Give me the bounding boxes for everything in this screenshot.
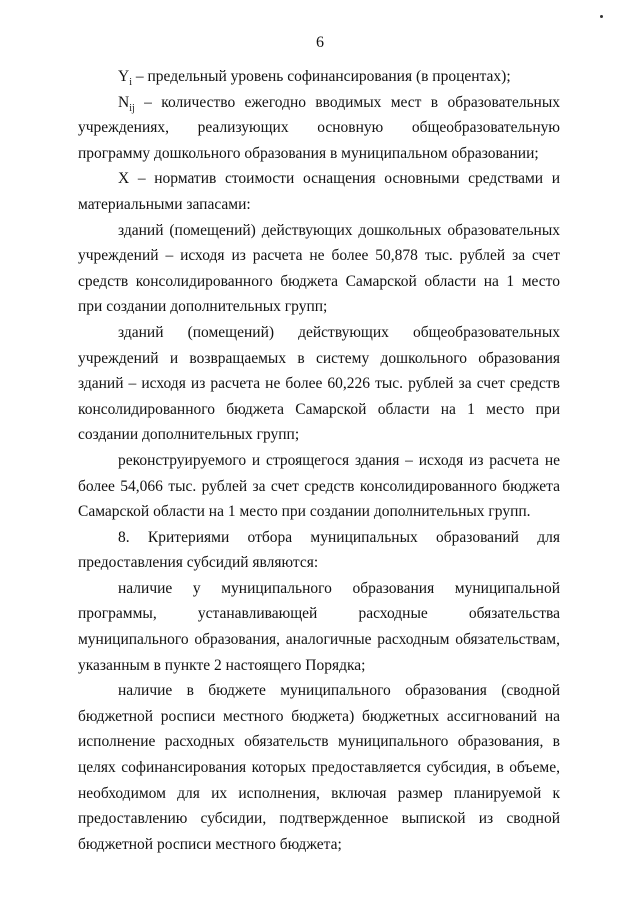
paragraph-budget-allocations: наличие в бюджете муниципального образования (сводной бюджетной росписи местного бюджета) бюджетных ассигнований на исполнение расходных обязательств муниципального образования, в целях софинансирования которых предоставляется субсидия, в объеме, необходимом для их исполнения, включая размер планируемой к предоставлению субсидии, подтвержденное выпиской из сводной бюджетной росписи местного бюджета; [78,682,560,853]
paragraph-general-buildings: зданий (помещений) действующих общеобразовательных учреждений и возвращаемых в систему дошкольного образования зданий – исходя из расчета не более 60,226 тыс. рублей за счет средств консолидированного бюджета Самарской области на 1 место при создании дополнительных групп; [78,323,560,444]
variable-subscript: ij [129,102,135,114]
paragraph-selection-criteria: 8. Критериями отбора муниципальных образований для предоставления субсидий являются: [78,528,560,572]
paragraph-text: – количество ежегодно вводимых мест в образовательных учреждениях, реализующих основную общеобразовательную программу дошкольного образования в муниципальном образовании; [78,93,560,162]
page-number: 6 [316,34,324,51]
paragraph-preschool-buildings: зданий (помещений) действующих дошкольных образовательных учреждений – исходя из расчета не более 50,878 тыс. рублей за счет средств консолидированного бюджета Самарской области на 1 место при создании дополнительных групп; [78,221,560,316]
variable-symbol: N [118,93,130,111]
document-body [78,64,560,857]
paragraph-new-buildings: реконструируемого и строящегося здания – исходя из расчета не более 54,066 тыс. рублей за счет средств консолидированного бюджета Самарской области на 1 место при создании дополнительных групп. [78,451,560,521]
variable-subscript: i [129,77,132,89]
variable-symbol: Y [118,68,130,85]
scan-speck [600,15,603,18]
paragraph-municipal-program: наличие у муниципального образования муниципальной программы, устанавливающей расходные обязательства муниципального образования, аналогичные расходным обязательствам, указанным в пункте 2 настоящего Порядка; [78,579,560,674]
paragraph-x-definition: X – норматив стоимости оснащения основными средствами и материальными запасами: [78,170,560,213]
paragraph-text: – предельный уровень софинансирования (в процентах); [131,68,511,85]
paragraph-n-definition [78,90,560,167]
paragraph-y-definition [78,64,560,90]
